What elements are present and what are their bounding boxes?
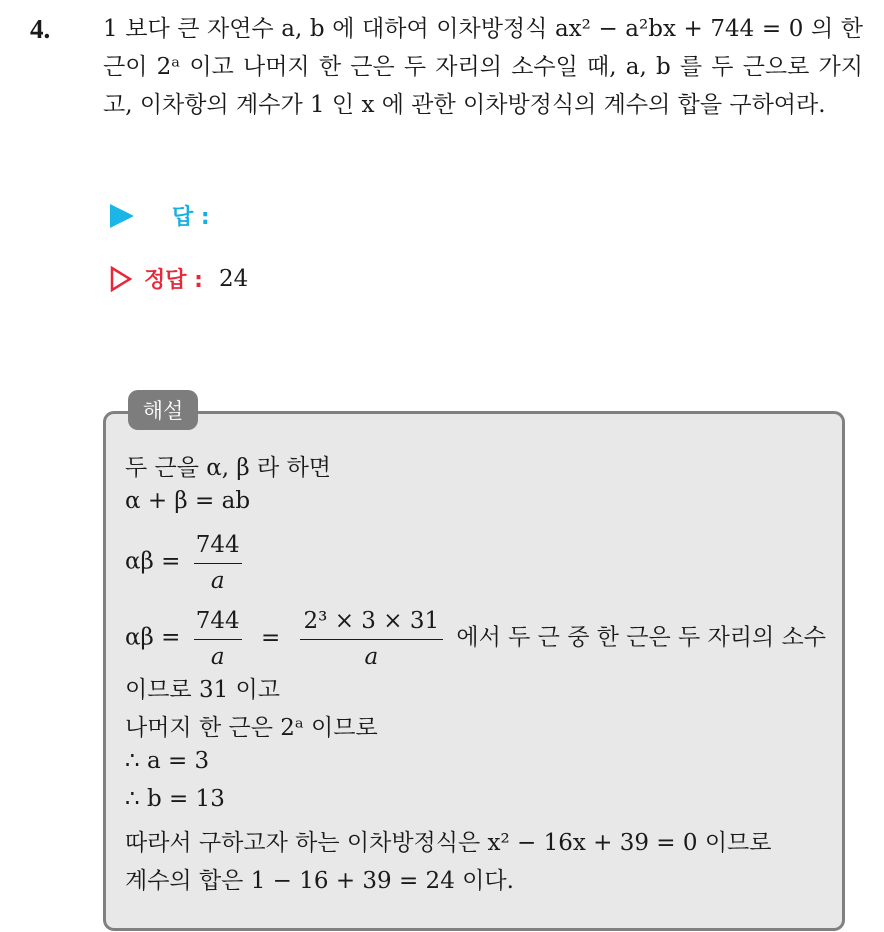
correct-answer-value: 24 [218, 265, 249, 292]
question-text: 1 보다 큰 자연수 a, b 에 대하여 이차방정식 ax² − a²bx + 744 = 0 의 한 근이 2ᵃ 이고 나머지 한 근은 두 자리의 소수일 때, a, b 를 두 근으로 가지고, 이차항의 계수가 1 인 x 에 관한 이차방정식의 계수의 합을 구하여라. [103, 16, 863, 118]
equals-sign: = [260, 624, 281, 651]
expl-line-2: α + β = ab [125, 488, 251, 514]
answer-row [110, 200, 210, 231]
fraction [194, 527, 242, 598]
play-triangle-icon [110, 204, 134, 228]
expl-line-8: ∴ b = 13 [125, 786, 225, 812]
fraction-numerator: 2³ × 3 × 31 [300, 603, 444, 640]
expl-line-5: 이므로 31 이고 [125, 677, 280, 703]
fraction [300, 603, 444, 674]
expl-line-3 [125, 527, 248, 598]
explanation-tag: 해설 [128, 390, 198, 430]
expl-line-6: 나머지 한 근은 2ᵃ 이므로 [125, 715, 378, 741]
expl-line-4-lhs: αβ = [125, 624, 181, 651]
expl-line-9: 따라서 구하고자 하는 이차방정식은 x² − 16x + 39 = 0 이므로 [125, 830, 772, 856]
answer-label: 답 : [172, 205, 210, 230]
expl-line-1: 두 근을 α, β 라 하면 [125, 455, 332, 481]
fraction-numerator: 744 [194, 527, 242, 564]
correct-answer-row [110, 263, 248, 294]
fraction-numerator: 744 [194, 603, 242, 640]
expl-line-4-rest: 에서 두 근 중 한 근은 두 자리의 소수 [456, 624, 826, 651]
fraction-denominator: a [364, 644, 379, 670]
expl-line-3-lhs: αβ = [125, 548, 181, 575]
fraction [194, 603, 242, 674]
expl-line-4 [125, 603, 826, 674]
question-number: 4. [30, 14, 51, 44]
correct-answer-label: 정답 : [144, 268, 203, 293]
expl-line-7: ∴ a = 3 [125, 748, 210, 774]
expl-line-10: 계수의 합은 1 − 16 + 39 = 24 이다. [125, 868, 514, 894]
fraction-denominator: a [210, 568, 225, 594]
outline-triangle-icon [110, 266, 132, 292]
fraction-denominator: a [210, 644, 225, 670]
